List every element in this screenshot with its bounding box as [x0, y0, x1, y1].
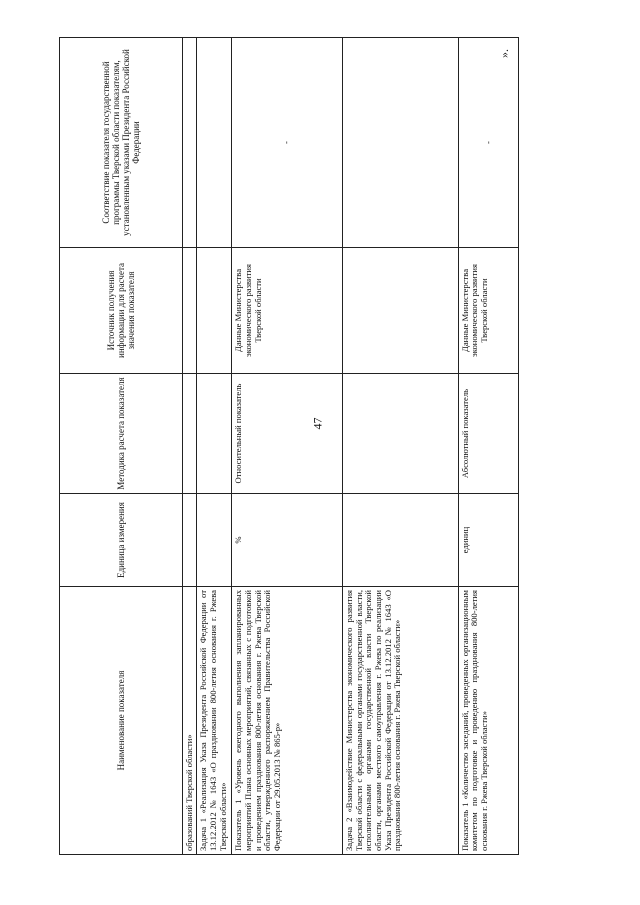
cell-compliance — [343, 38, 459, 248]
cell-name: образований Тверской области» — [182, 587, 197, 855]
cell-unit — [197, 494, 232, 587]
cell-method: Относительный показатель — [232, 374, 343, 494]
cell-compliance — [197, 38, 232, 248]
table-row — [343, 38, 459, 855]
cell-source: Данные Министерства экономического развития Тверской области — [458, 248, 518, 374]
table-row — [458, 38, 518, 855]
cell-source — [343, 248, 459, 374]
cell-method — [182, 374, 197, 494]
cell-unit: единиц — [458, 494, 518, 587]
header-compliance: Соответствие показателя государственной программы Тверской области показателям, установленным указами Президента Российской Федерации — [60, 38, 183, 248]
closing-quote-mark: ». — [497, 49, 511, 58]
cell-name: Задача 1 «Реализация Указа Президента Российской Федерации от 13.12.2012 № 1643 «О праздновании 800-летия основания г. Ржева Тверской области» — [197, 587, 232, 855]
indicators-table — [59, 37, 519, 855]
cell-compliance — [182, 38, 197, 248]
table-row — [182, 38, 197, 855]
cell-name: Показатель 1 «Количество заседаний, проведенных организационным комитетом по подготовке и проведению празднования 800-летия основания г. Ржева Тверской области» — [458, 587, 518, 855]
cell-source — [197, 248, 232, 374]
header-method: Методика расчета показателя — [60, 374, 183, 494]
cell-compliance: - — [232, 38, 343, 248]
header-source: Источник получения информации для расчета значения показателя — [60, 248, 183, 374]
cell-name: Задача 2 «Взаимодействие Министерства экономического развития Тверской области с федеральными органами государственной власти, исполнительными органами государственной власти Тверской области, органами местного самоуправления г. Ржева по реализации Указа Президента Российской Федерации от 13.12.2012 № 1643 «О праздновании 800-летия основания г. Ржева Тверской области» — [343, 587, 459, 855]
cell-method — [343, 374, 459, 494]
cell-name: Показатель 1 «Уровень ежегодного выполнения запланированных мероприятий Плана основных мероприятий, связанных с подготовкой и проведением празднования 800-летия основания г. Ржева Тверской области, утвержденного распоряжением Правительства Российской Федерации от 29.05.2013 № 865-р» — [232, 587, 343, 855]
header-name: Наименование показателя — [60, 587, 183, 855]
cell-unit — [343, 494, 459, 587]
cell-source — [182, 248, 197, 374]
header-unit: Единица измерения — [60, 494, 183, 587]
table-row — [232, 38, 343, 855]
cell-source: Данные Министерства экономического развития Тверской области — [232, 248, 343, 374]
rotated-table-sheet — [59, 38, 519, 855]
cell-method — [197, 374, 232, 494]
page-number: 47 — [310, 417, 325, 430]
cell-unit — [182, 494, 197, 587]
cell-method: Абсолютный показатель — [458, 374, 518, 494]
table-header-row — [60, 38, 183, 855]
cell-unit: % — [232, 494, 343, 587]
table-row — [197, 38, 232, 855]
cell-compliance: - — [458, 38, 518, 248]
